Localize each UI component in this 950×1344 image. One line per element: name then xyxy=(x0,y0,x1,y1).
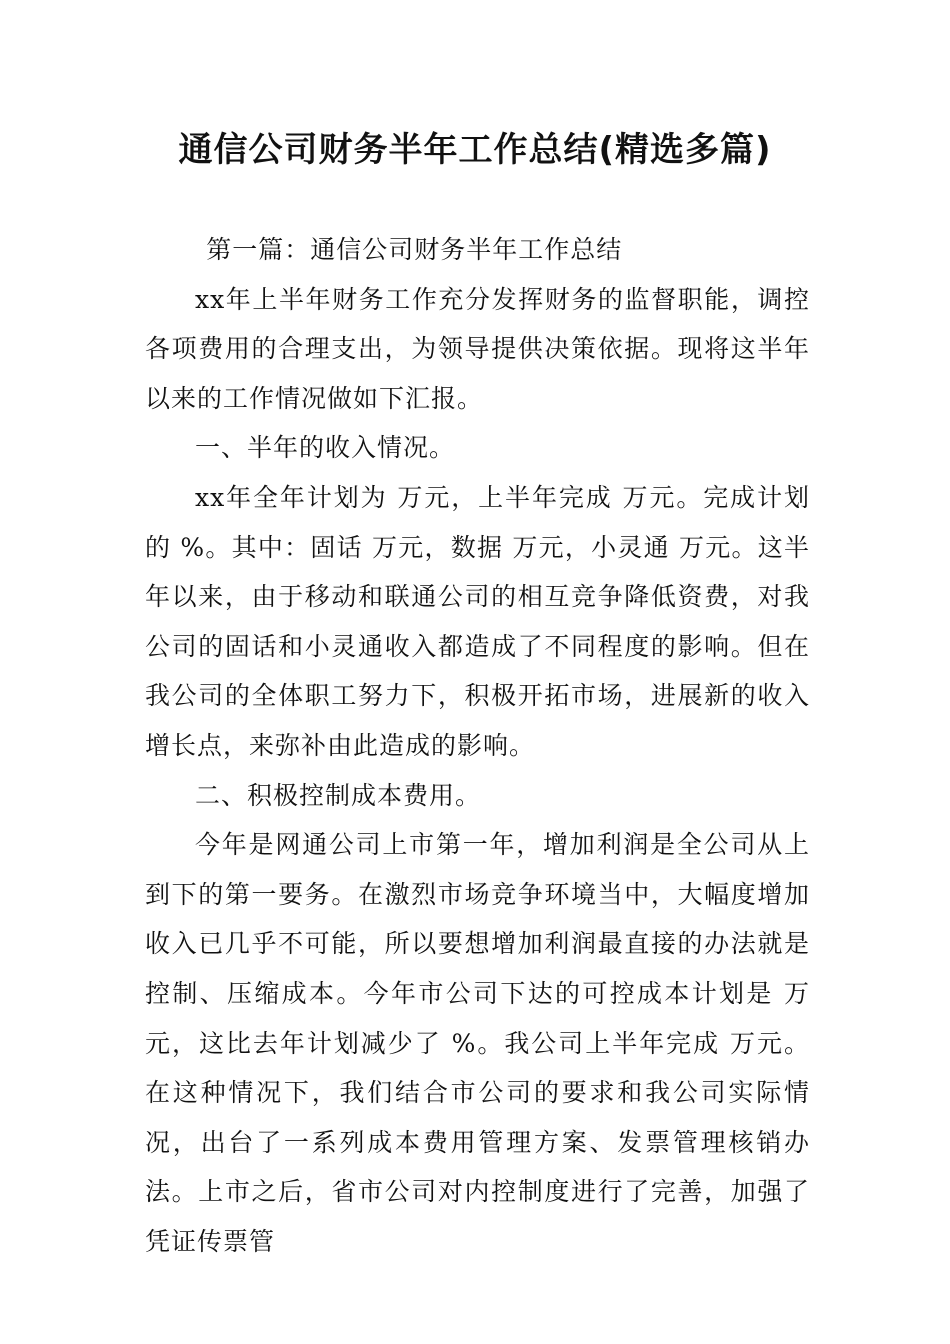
section-heading-income: 一、半年的收入情况。 xyxy=(195,433,456,463)
paragraph-cost-control: 今年是网通公司上市第一年，增加利润是全公司从上到下的第一要务。在激烈市场竞争环境当中，大幅度增加收入已几乎不可能，所以要想增加利润最直接的办法就是控制、压缩成本。今年市公司下达的可控成本计划是 万元，这比去年计划减少了 %。我公司上半年完成 万元。在这种情况下，我们结合市公司的要求和我公司实际情况，出台了一系列成本费用管理方案、发票管理核销办法。上市之后，省市公司对内控制度进行了完善，加强了凭证传票管 xyxy=(145,830,810,1256)
paragraph-income: xx年全年计划为 万元，上半年完成 万元。完成计划的 %。其中：固话 万元，数据 万元，小灵通 万元。这半年以来，由于移动和联通公司的相互竞争降低资费，对我公司的固话和小灵通收入都造成了不同程度的影响。但在我公司的全体职工努力下，积极开拓市场，进展新的收入增长点，来弥补由此造成的影响。 xyxy=(145,482,810,760)
section-heading-part-one: 第一篇：通信公司财务半年工作总结 xyxy=(206,235,623,264)
document-body xyxy=(145,225,810,1266)
paragraph-intro: xx年上半年财务工作充分发挥财务的监督职能，调控各项费用的合理支出，为领导提供决策依据。现将这半年以来的工作情况做如下汇报。 xyxy=(145,284,810,413)
document-title: 通信公司财务半年工作总结(精选多篇) xyxy=(178,130,772,170)
section-heading-cost-control: 二、积极控制成本费用。 xyxy=(195,780,482,810)
